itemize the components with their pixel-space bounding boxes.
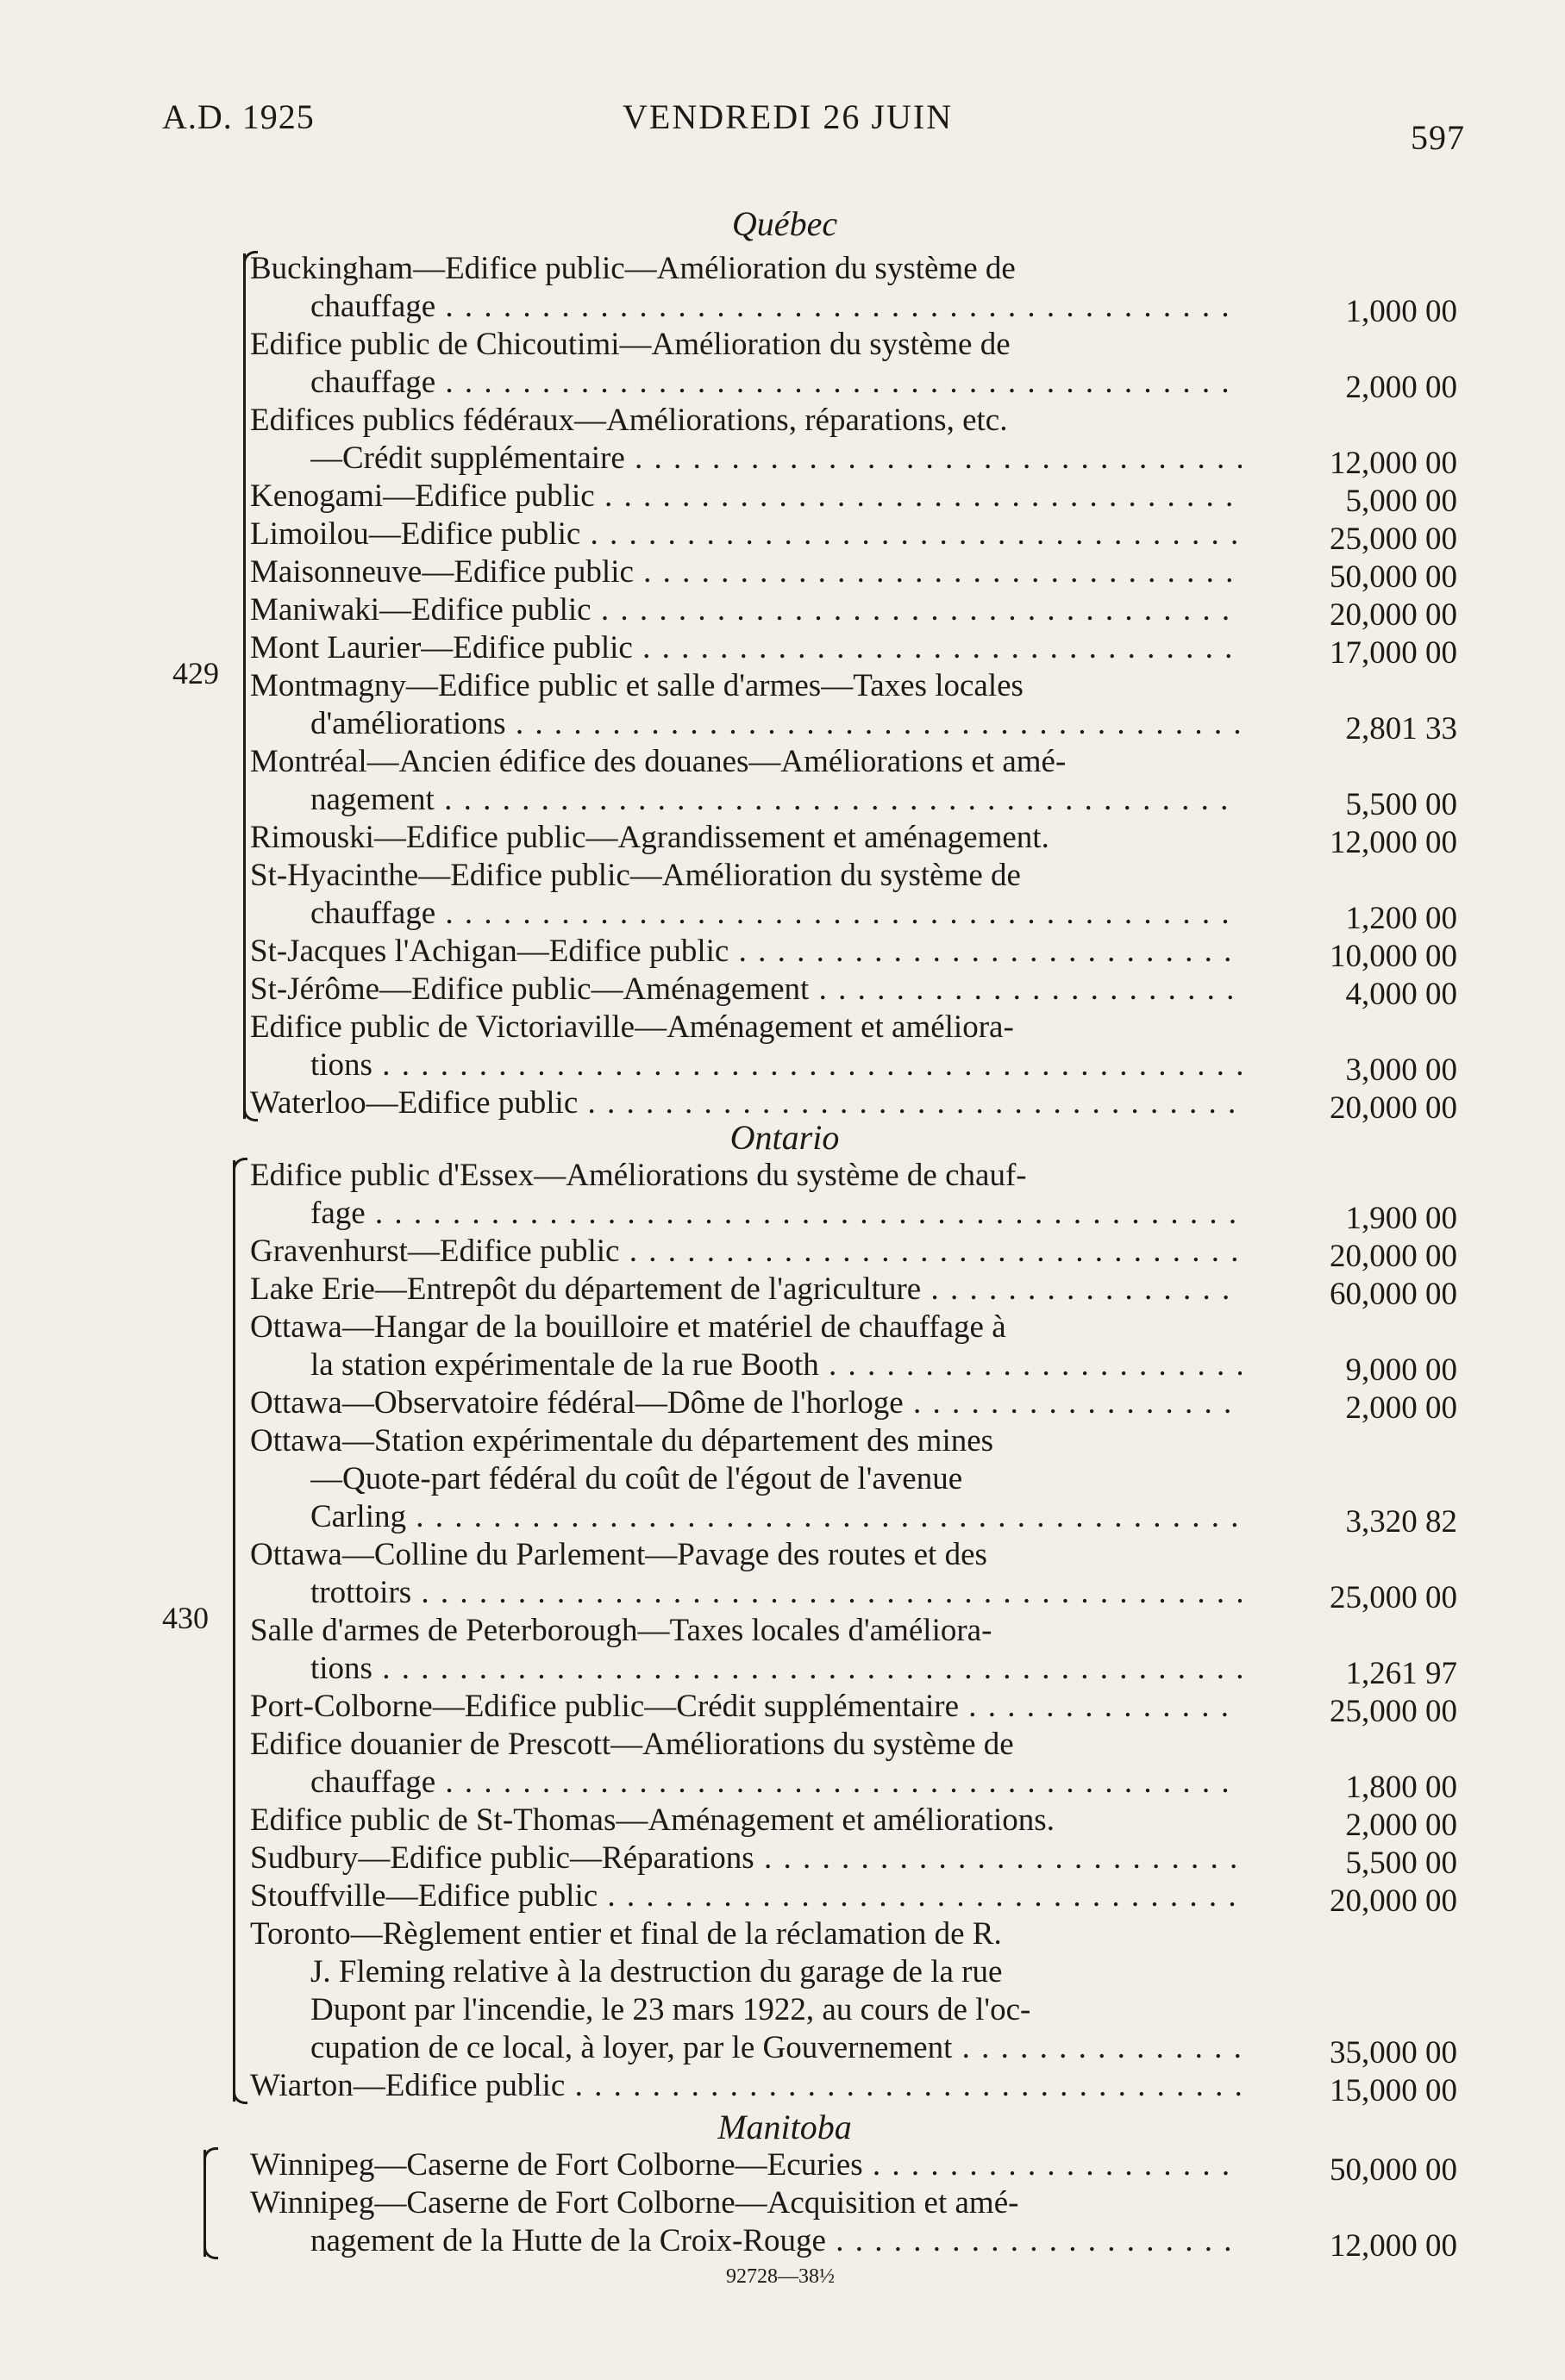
entry-amount: 9,000 00 bbox=[1345, 1352, 1457, 1388]
entry-amount: 5,500 00 bbox=[1345, 787, 1457, 822]
entry-amount: 1,000 00 bbox=[1345, 294, 1457, 329]
entry-amount: 60,000 00 bbox=[1330, 1277, 1457, 1312]
entry-text-line: Edifice douanier de Prescott—Améliorations du système de bbox=[250, 1727, 1014, 1762]
entry-amount: 12,000 00 bbox=[1330, 446, 1457, 481]
entry-amount: 50,000 00 bbox=[1330, 559, 1457, 595]
entry-text-line: Stouffville—Edifice public . . . bbox=[250, 1877, 1242, 1915]
entry-amount: 20,000 00 bbox=[1330, 1883, 1457, 1919]
entry-text-line: la station expérimentale de la rue Booth . . . bbox=[310, 1346, 1242, 1384]
entry-text-line: chauffage . . . bbox=[310, 1764, 1242, 1802]
entry-text-line: St-Jacques l'Achigan—Edifice public . . . bbox=[250, 933, 1242, 971]
entry-amount: 3,320 82 bbox=[1345, 1504, 1457, 1540]
entry-text-line: St-Jérôme—Edifice public—Aménagement . . . bbox=[250, 971, 1242, 1009]
entry-text-line: Limoilou—Edifice public . . . bbox=[250, 515, 1242, 553]
entry-text-line: chauffage . . . bbox=[310, 364, 1242, 402]
entry-text-line: St-Hyacinthe—Edifice public—Amélioration du système de bbox=[250, 858, 1021, 893]
entry-text-line: —Crédit supplémentaire . . . bbox=[310, 440, 1242, 478]
entry-text-line: Ottawa—Colline du Parlement—Pavage des routes et des bbox=[250, 1537, 987, 1572]
entry-amount: 20,000 00 bbox=[1330, 1090, 1457, 1126]
entry-text-line: chauffage . . . bbox=[310, 288, 1242, 326]
entry-text-line: Buckingham—Edifice public—Amélioration du système de bbox=[250, 251, 1016, 286]
entry-text-line: Rimouski—Edifice public—Agrandissement et aménagement. bbox=[250, 820, 1049, 855]
entry-text-line: Montréal—Ancien édifice des douanes—Améliorations et amé- bbox=[250, 744, 1067, 779]
entry-text-line: Ottawa—Observatoire fédéral—Dôme de l'horloge . . . bbox=[250, 1384, 1242, 1422]
entry-amount: 10,000 00 bbox=[1330, 939, 1457, 974]
footer-code: 92728—38½ bbox=[726, 2265, 835, 2288]
entry-text-line: Mont Laurier—Edifice public . . . bbox=[250, 629, 1242, 667]
entry-text-line: Montmagny—Edifice public et salle d'armes—Taxes locales bbox=[250, 668, 1024, 703]
entry-amount: 1,900 00 bbox=[1345, 1201, 1457, 1236]
page-number: 597 bbox=[1411, 118, 1465, 157]
entry-amount: 3,000 00 bbox=[1345, 1053, 1457, 1088]
entry-text-line: Sudbury—Edifice public—Réparations . . . bbox=[250, 1840, 1242, 1877]
entry-text-line: nagement de la Hutte de la Croix-Rouge . . . bbox=[310, 2222, 1242, 2260]
entry-text-line: cupation de ce local, à loyer, par le Gouvernement . . . bbox=[310, 2029, 1242, 2067]
item-number-ontario: 430 bbox=[162, 1601, 209, 1635]
entry-amount: 12,000 00 bbox=[1330, 2228, 1457, 2264]
entry-text-line: Edifice public d'Essex—Améliorations du système de chauf- bbox=[250, 1158, 1027, 1193]
entry-text-line: Salle d'armes de Peterborough—Taxes locales d'améliora- bbox=[250, 1613, 992, 1648]
entry-amount: 17,000 00 bbox=[1330, 635, 1457, 671]
entry-amount: 2,000 00 bbox=[1345, 1808, 1457, 1843]
entry-amount: 1,800 00 bbox=[1345, 1770, 1457, 1805]
entry-amount: 5,500 00 bbox=[1345, 1846, 1457, 1881]
entry-text-line: Edifice public de St-Thomas—Aménagement et améliorations. bbox=[250, 1802, 1055, 1838]
entry-text-line: Dupont par l'incendie, le 23 mars 1922, au cours de l'oc- bbox=[310, 1992, 1031, 2027]
entry-text-line: tions . . . bbox=[310, 1046, 1242, 1084]
entry-text-line: Kenogami—Edifice public . . . bbox=[250, 478, 1242, 515]
entry-amount: 15,000 00 bbox=[1330, 2073, 1457, 2108]
entry-text-line: Winnipeg—Caserne de Fort Colborne—Acquisition et amé- bbox=[250, 2185, 1019, 2221]
entry-amount: 5,000 00 bbox=[1345, 484, 1457, 519]
entry-text-line: Waterloo—Edifice public . . . bbox=[250, 1084, 1242, 1122]
entry-amount: 1,200 00 bbox=[1345, 901, 1457, 936]
entry-text-line: Wiarton—Edifice public . . . bbox=[250, 2067, 1242, 2105]
entry-text-line: trottoirs . . . bbox=[310, 1574, 1242, 1612]
entry-amount: 12,000 00 bbox=[1330, 825, 1457, 860]
entry-text-line: nagement . . . bbox=[310, 781, 1242, 819]
entry-text-line: Gravenhurst—Edifice public . . . bbox=[250, 1233, 1242, 1271]
brace-ontario bbox=[233, 1160, 235, 2102]
entry-amount: 2,000 00 bbox=[1345, 370, 1457, 405]
entry-text-line: Carling . . . bbox=[310, 1498, 1242, 1536]
brace-manitoba bbox=[203, 2150, 206, 2257]
entry-amount: 4,000 00 bbox=[1345, 977, 1457, 1012]
entry-text-line: —Quote-part fédéral du coût de l'égout de l'avenue bbox=[310, 1461, 963, 1496]
entry-amount: 20,000 00 bbox=[1330, 1239, 1457, 1274]
entry-text-line: Edifices publics fédéraux—Améliorations, réparations, etc. bbox=[250, 403, 1008, 438]
entry-amount: 25,000 00 bbox=[1330, 1694, 1457, 1729]
brace-quebec bbox=[243, 253, 246, 1119]
entry-amount: 25,000 00 bbox=[1330, 522, 1457, 557]
entry-text-line: Ottawa—Station expérimentale du département des mines bbox=[250, 1423, 994, 1459]
entry-text-line: Winnipeg—Caserne de Fort Colborne—Ecuries . . . bbox=[250, 2146, 1242, 2184]
entry-amount: 2,801 33 bbox=[1345, 711, 1457, 746]
page-title: VENDREDI 26 JUIN bbox=[623, 97, 954, 136]
entry-amount: 35,000 00 bbox=[1330, 2035, 1457, 2071]
entry-text-line: Edifice public de Victoriaville—Aménagement et améliora- bbox=[250, 1009, 1014, 1045]
entry-text-line: Edifice public de Chicoutimi—Amélioration du système de bbox=[250, 327, 1011, 362]
entry-text-line: J. Fleming relative à la destruction du garage de la rue bbox=[310, 1954, 1003, 1990]
entry-text-line: Port-Colborne—Edifice public—Crédit supplémentaire . . . bbox=[250, 1688, 1242, 1726]
entry-amount: 50,000 00 bbox=[1330, 2152, 1457, 2188]
entry-text-line: d'améliorations . . . bbox=[310, 705, 1242, 743]
section-title-manitoba: Manitoba bbox=[717, 2108, 852, 2146]
entry-text-line: chauffage . . . bbox=[310, 895, 1242, 933]
item-number-quebec: 429 bbox=[172, 656, 219, 690]
entry-text-line: tions . . . bbox=[310, 1650, 1242, 1688]
header-left: A.D. 1925 bbox=[162, 97, 315, 136]
entry-text-line: Lake Erie—Entrepôt du département de l'agriculture . . . bbox=[250, 1271, 1242, 1309]
entry-amount: 1,261 97 bbox=[1345, 1656, 1457, 1691]
entry-amount: 25,000 00 bbox=[1330, 1580, 1457, 1615]
entry-text-line: Toronto—Règlement entier et final de la réclamation de R. bbox=[250, 1916, 1002, 1952]
entry-amount: 20,000 00 bbox=[1330, 597, 1457, 633]
entry-amount: 2,000 00 bbox=[1345, 1390, 1457, 1426]
entry-text-line: Maniwaki—Edifice public . . . bbox=[250, 591, 1242, 629]
entry-text-line: Ottawa—Hangar de la bouilloire et matériel de chauffage à bbox=[250, 1309, 1006, 1345]
section-title-ontario: Ontario bbox=[729, 1118, 840, 1157]
entry-text-line: fage . . . bbox=[310, 1195, 1242, 1233]
section-title-quebec: Québec bbox=[731, 204, 838, 243]
entry-text-line: Maisonneuve—Edifice public . . . bbox=[250, 553, 1242, 591]
